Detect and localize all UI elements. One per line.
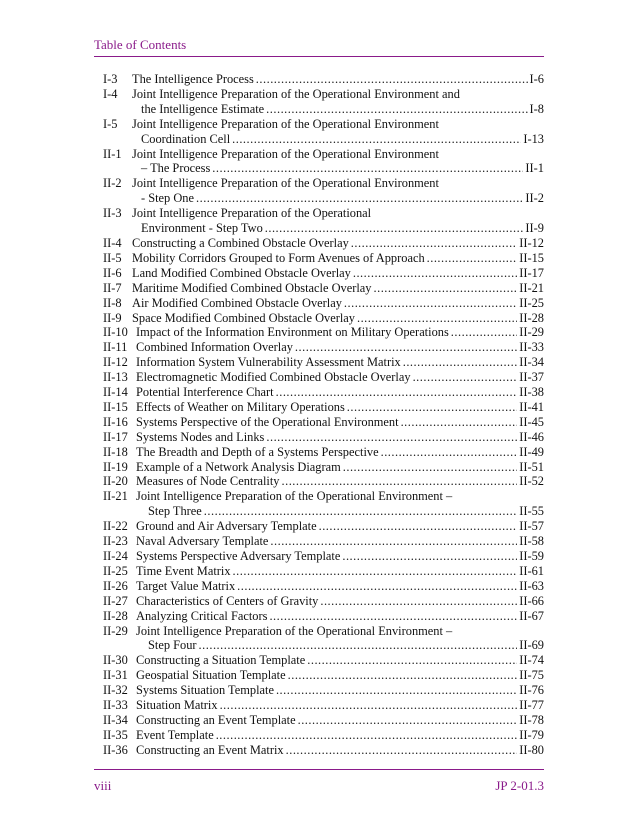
toc-entry-title: Characteristics of Centers of Gravity [136, 593, 319, 608]
toc-entry[interactable] [103, 385, 544, 400]
dot-leader [381, 445, 518, 460]
toc-entry-number: II-22 [103, 519, 128, 534]
toc-entry-page: II-55 [519, 504, 544, 519]
toc-entry-number: II-11 [103, 340, 128, 355]
toc-entry-number: II-18 [103, 444, 128, 459]
toc-entry-title: Space Modified Combined Obstacle Overlay [132, 310, 355, 325]
toc-entry[interactable] [103, 609, 544, 624]
toc-entry-page: II-58 [519, 534, 544, 549]
toc-entry-title: Constructing a Situation Template [136, 653, 306, 668]
toc-entry-page: I-6 [529, 72, 544, 86]
toc-entry-title: Maritime Modified Combined Obstacle Overlay [132, 280, 372, 295]
toc-entry-number: II-8 [103, 295, 122, 310]
toc-entry-title: Event Template [136, 727, 214, 742]
toc-entry[interactable] [103, 415, 544, 430]
toc-entry-title: Target Value Matrix [136, 578, 236, 593]
dot-leader [357, 311, 517, 326]
toc-entry-title: Step Four [148, 638, 197, 653]
toc-entry-title: Impact of the Information Environment on Military Operations [136, 325, 449, 340]
toc-entry-number: II-26 [103, 578, 128, 593]
toc-entry-title: the Intelligence Estimate [141, 101, 265, 116]
toc-entry-page: II-75 [519, 668, 544, 683]
toc-entry[interactable] [103, 728, 544, 743]
dot-leader [265, 221, 524, 236]
dot-leader [204, 504, 517, 519]
toc-entry-number: II-14 [103, 385, 128, 400]
toc-entry[interactable] [103, 281, 544, 296]
toc-entry-title: Effects of Weather on Military Operations [136, 399, 345, 414]
toc-entry-page: II-76 [519, 683, 544, 698]
toc-entry-title: Mobility Corridors Grouped to Form Avenues of Approach [132, 250, 425, 265]
toc-entry[interactable] [103, 594, 544, 609]
toc-entry[interactable] [103, 653, 544, 668]
toc-entry-title: Naval Adversary Template [136, 534, 269, 549]
toc-entry-number: II-20 [103, 474, 128, 489]
toc-entry-page: II-66 [519, 593, 544, 608]
toc-entry[interactable] [103, 534, 544, 549]
toc-entry-title: Joint Intelligence Preparation of the Operational Environment – [136, 623, 453, 638]
dot-leader [282, 474, 518, 489]
toc-entry-title: Systems Perspective Adversary Template [136, 549, 341, 563]
toc-entry-title: Systems Situation Template [136, 683, 274, 698]
toc-entry-page: II-17 [519, 265, 544, 280]
header-divider [94, 56, 544, 57]
toc-entry-title: Situation Matrix [136, 698, 218, 713]
toc-entry-page: II-74 [519, 653, 544, 668]
footer-divider [94, 769, 544, 770]
toc-entry[interactable] [103, 430, 544, 445]
toc-entry-page: II-59 [519, 549, 544, 563]
dot-leader [451, 325, 517, 340]
toc-entry-number: II-33 [103, 698, 128, 713]
toc-entry-page: II-9 [525, 221, 544, 236]
dot-leader [276, 683, 517, 698]
toc-entry[interactable] [103, 519, 544, 534]
toc-entry-number: II-4 [103, 235, 122, 250]
toc-entry[interactable] [103, 251, 544, 266]
dot-leader [286, 743, 518, 758]
toc-entry-title: Constructing a Combined Obstacle Overlay [132, 235, 349, 250]
toc-entry-page: II-34 [519, 355, 544, 370]
toc-entry-title: Information System Vulnerability Assessment Matrix [136, 355, 401, 370]
toc-entry-title: Joint Intelligence Preparation of the Operational Environment [132, 116, 439, 131]
toc-entry-number: II-32 [103, 683, 128, 698]
header-title: Table of Contents [94, 37, 187, 52]
dot-leader [403, 355, 518, 370]
footer-page-number: viii [94, 778, 112, 793]
toc-entry-title: Geospatial Situation Template [136, 668, 286, 683]
toc-entry-page: II-38 [519, 385, 544, 400]
toc-entry-title: Constructing an Event Matrix [136, 742, 284, 757]
toc-entry-page: II-1 [525, 161, 544, 176]
toc-entry-number: II-15 [103, 399, 128, 414]
toc-entry-title: Step Three [148, 504, 202, 519]
dot-leader [343, 460, 517, 475]
toc-entry-page: II-80 [519, 742, 544, 757]
toc-entry-title: Coordination Cell [141, 131, 231, 146]
toc-entry-page: II-37 [519, 370, 544, 385]
toc-entry-page: II-61 [519, 563, 544, 578]
toc-entry-number: II-29 [103, 623, 128, 638]
toc-entry-number: II-23 [103, 534, 128, 549]
dot-leader [320, 594, 517, 609]
toc-entry-number: II-13 [103, 370, 128, 385]
toc-entry-title: Land Modified Combined Obstacle Overlay [132, 265, 351, 280]
toc-entry[interactable] [103, 549, 544, 564]
dot-leader [347, 400, 517, 415]
toc-entry-title: Analyzing Critical Factors [136, 608, 268, 623]
toc-entry-page: II-49 [519, 444, 544, 459]
toc-entry[interactable] [103, 370, 544, 385]
dot-leader [307, 653, 517, 668]
toc-entry-title: Systems Perspective of the Operational Environment [136, 414, 399, 429]
toc-entry-page: II-12 [519, 235, 544, 250]
toc-entry-title: Joint Intelligence Preparation of the Operational Environment [132, 176, 439, 191]
toc-entry-number: I-3 [103, 72, 118, 86]
toc-entry-number: II-36 [103, 742, 128, 757]
toc-entry-number: II-9 [103, 310, 122, 325]
dot-leader [266, 102, 527, 117]
toc-entry-page: II-57 [519, 519, 544, 534]
toc-entry-number: II-27 [103, 593, 128, 608]
toc-entry[interactable] [103, 296, 544, 311]
toc-entry-number: II-31 [103, 668, 128, 683]
dot-leader [269, 609, 517, 624]
toc-entry-number: II-35 [103, 727, 128, 742]
toc-entry[interactable] [103, 176, 544, 206]
toc-entry[interactable] [103, 668, 544, 683]
toc-entry-number: II-5 [103, 250, 122, 265]
toc-entry-number: I-5 [103, 116, 118, 131]
toc-entry-title: Air Modified Combined Obstacle Overlay [132, 295, 342, 310]
toc-entry-number: II-2 [103, 176, 122, 191]
dot-leader [199, 638, 518, 653]
toc-entry-page: II-21 [519, 280, 544, 295]
toc-entry-number: II-6 [103, 265, 122, 280]
dot-leader [298, 713, 518, 728]
dot-leader [344, 296, 517, 311]
dot-leader [256, 72, 528, 87]
footer-document-id: JP 2-01.3 [495, 778, 544, 793]
dot-leader [295, 340, 517, 355]
toc-entry-number: II-7 [103, 280, 122, 295]
toc-entry-page: II-46 [519, 429, 544, 444]
dot-leader [232, 132, 521, 147]
toc-entry-number: II-1 [103, 146, 122, 161]
dot-leader [413, 370, 518, 385]
toc-entry[interactable] [103, 474, 544, 489]
toc-entry-title: Example of a Network Analysis Diagram [136, 459, 341, 474]
toc-entry-number: II-3 [103, 206, 122, 221]
toc-entry[interactable] [103, 743, 544, 758]
toc-entry[interactable] [103, 147, 544, 177]
toc-entry[interactable] [103, 400, 544, 415]
toc-entry-page: II-63 [519, 578, 544, 593]
dot-leader [401, 415, 518, 430]
dot-leader [319, 519, 518, 534]
dot-leader [351, 236, 517, 251]
toc-entry-title: Systems Nodes and Links [136, 429, 265, 444]
toc-entry-number: II-21 [103, 489, 128, 504]
toc-entry[interactable] [103, 579, 544, 594]
toc-entry[interactable] [103, 117, 544, 147]
dot-leader [266, 430, 517, 445]
toc-entry[interactable] [103, 206, 544, 236]
toc-entry[interactable] [103, 683, 544, 698]
toc-entry-number: II-25 [103, 563, 128, 578]
toc-entry-title: Environment - Step Two [141, 221, 263, 236]
toc-entry[interactable] [103, 445, 544, 460]
dot-leader [342, 549, 517, 564]
dot-leader [233, 564, 518, 579]
toc-entry[interactable] [103, 355, 544, 370]
toc-entry-page: II-79 [519, 727, 544, 742]
toc-entry-page: II-15 [519, 250, 544, 265]
toc-entry-title: The Breadth and Depth of a Systems Perspective [136, 444, 379, 459]
toc-entry-number: II-16 [103, 414, 128, 429]
dot-leader [196, 191, 523, 206]
toc-entry-title: Constructing an Event Template [136, 712, 296, 727]
toc-entry-title: Measures of Node Centrality [136, 474, 280, 489]
toc-entry-title: Potential Interference Chart [136, 385, 274, 400]
toc-entry-title: – The Process [141, 161, 211, 176]
toc-entry-number: II-17 [103, 429, 128, 444]
toc-entry-title: Ground and Air Adversary Template [136, 519, 317, 534]
dot-leader [216, 728, 518, 743]
toc-entry[interactable] [103, 713, 544, 728]
dot-leader [276, 385, 518, 400]
toc-entry-title: Joint Intelligence Preparation of the Operational Environment – [136, 489, 453, 504]
toc-entry-page: II-78 [519, 712, 544, 727]
toc-entry-page: II-41 [519, 399, 544, 414]
toc-entry-number: II-12 [103, 355, 128, 370]
toc-entry-title: Joint Intelligence Preparation of the Operational Environment and [132, 86, 460, 101]
toc-entry-page: I-13 [523, 131, 544, 146]
toc-entry[interactable] [103, 72, 544, 87]
toc-entry-title: Time Event Matrix [136, 563, 231, 578]
toc-entry-page: II-33 [519, 340, 544, 355]
toc-entry-page: II-52 [519, 474, 544, 489]
dot-leader [353, 266, 517, 281]
toc-entry[interactable] [103, 325, 544, 340]
toc-entry-number: II-19 [103, 459, 128, 474]
toc-entry-page: II-2 [525, 191, 544, 206]
toc-entry-title: - Step One [141, 191, 194, 206]
toc-entry-title: Joint Intelligence Preparation of the Operational Environment [132, 146, 439, 161]
toc-entry-number: I-4 [103, 86, 118, 101]
toc-entry[interactable] [103, 340, 544, 355]
toc-entry[interactable] [103, 236, 544, 251]
toc-entry-title: Joint Intelligence Preparation of the Operational [132, 206, 372, 221]
toc-entry-page: II-25 [519, 295, 544, 310]
dot-leader [270, 534, 517, 549]
dot-leader [374, 281, 518, 296]
toc-entry[interactable] [103, 564, 544, 579]
toc-entry-page: II-45 [519, 414, 544, 429]
toc-entry-number: II-30 [103, 653, 128, 668]
toc-entry[interactable] [103, 624, 544, 654]
dot-leader [220, 698, 518, 713]
toc-entry-number: II-28 [103, 608, 128, 623]
toc-entry-title: The Intelligence Process [132, 72, 254, 86]
toc-entry-page: II-77 [519, 698, 544, 713]
dot-leader [212, 161, 523, 176]
toc-entry[interactable] [103, 87, 544, 117]
dot-leader [427, 251, 518, 266]
toc-entry-page: I-8 [529, 101, 544, 116]
dot-leader [237, 579, 517, 594]
toc-entry-page: II-67 [519, 608, 544, 623]
toc-entry[interactable] [103, 489, 544, 519]
toc-entry-page: II-28 [519, 310, 544, 325]
toc-entry-page: II-29 [519, 325, 544, 340]
toc-entry-number: II-34 [103, 712, 128, 727]
toc-entry-page: II-51 [519, 459, 544, 474]
table-of-figures [103, 72, 544, 758]
toc-entry-number: II-10 [103, 325, 128, 340]
toc-entry[interactable] [103, 460, 544, 475]
toc-entry[interactable] [103, 311, 544, 326]
toc-entry[interactable] [103, 266, 544, 281]
toc-entry-title: Combined Information Overlay [136, 340, 293, 355]
dot-leader [288, 668, 518, 683]
toc-entry[interactable] [103, 698, 544, 713]
toc-entry-title: Electromagnetic Modified Combined Obstacle Overlay [136, 370, 411, 385]
toc-entry-number: II-24 [103, 549, 128, 563]
toc-entry-page: II-69 [519, 638, 544, 653]
